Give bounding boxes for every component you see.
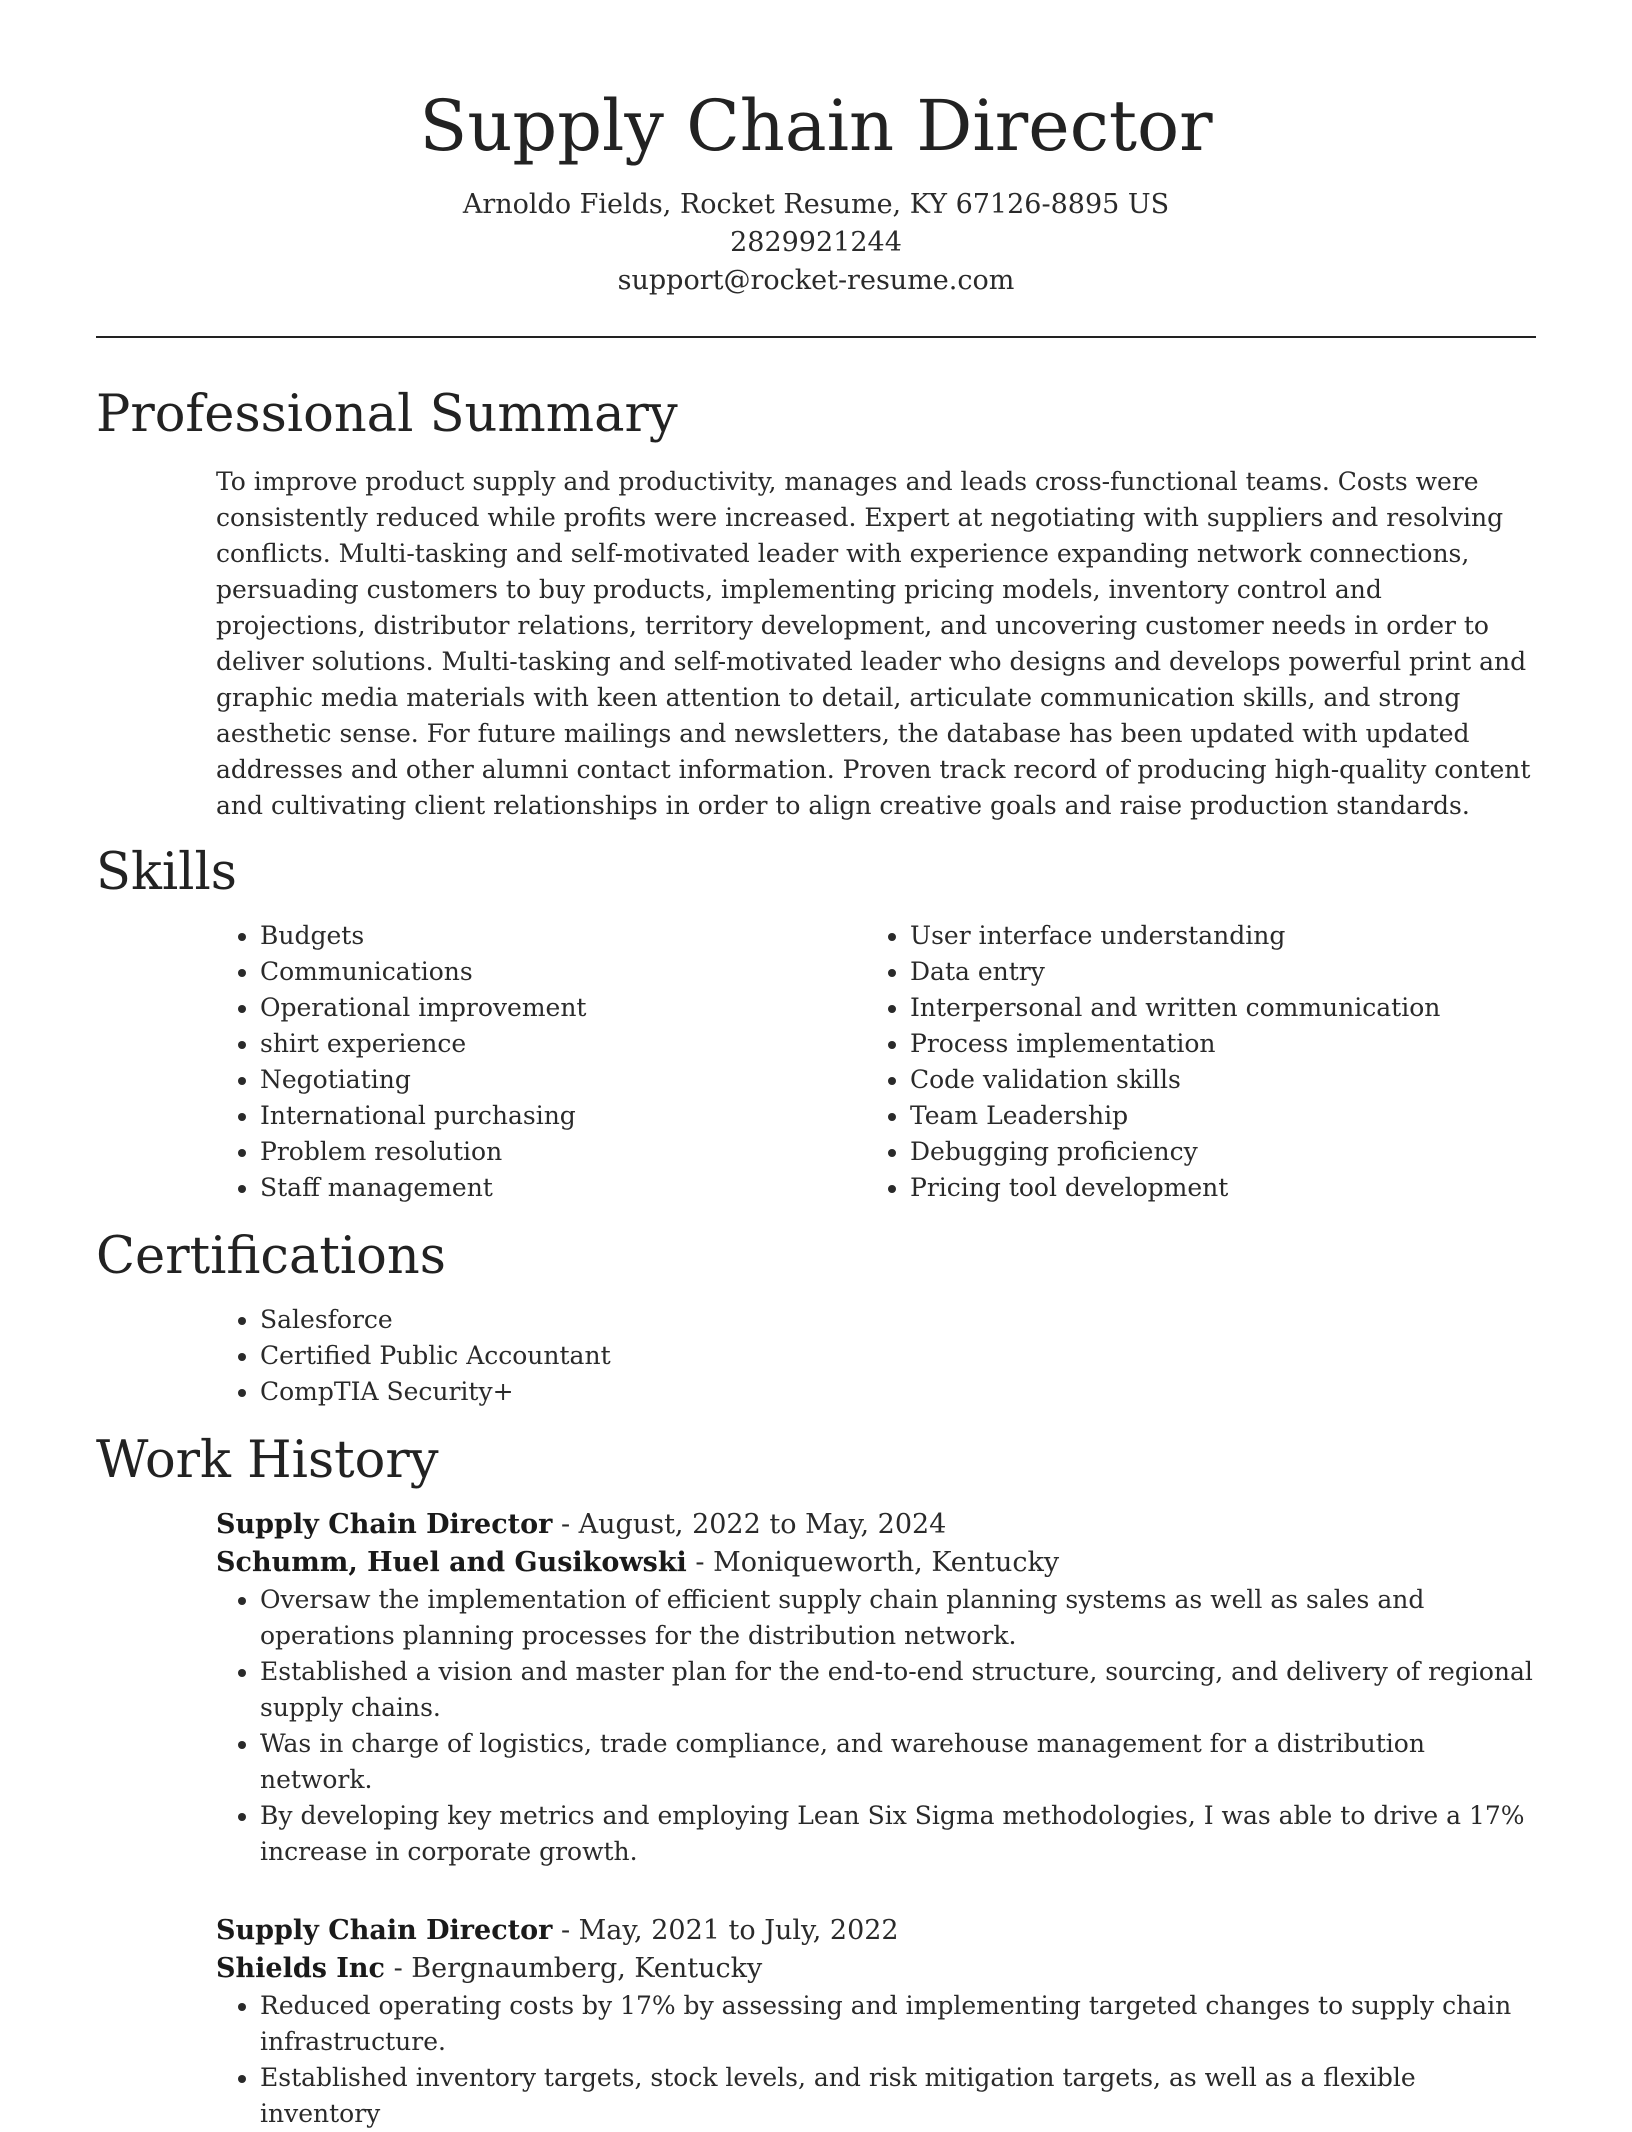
summary-text: To improve product supply and productivity, manages and leads cross-functional teams. Costs were consistently reduced while profits were increased. Expert at negotiating with suppliers and resolving conflicts. Multi-tasking and self-motivated leader with experience expanding network connections, persuading customers to buy products, implementing pricing models, inventory control and projections, distributor relations, territory development, and uncovering customer needs in order to deliver solutions. Multi-tasking and self-motivated leader who designs and develops powerful print and graphic media materials with keen attention to detail, articulate communication skills, and strong aesthetic sense. For future mailings and newsletters, the database has been updated with updated addresses and other alumni contact information. Proven track record of producing high-quality content and cultivating client relationships in order to align creative goals and raise production standards. bbox=[216, 467, 1531, 820]
skill-item: • Staff management bbox=[260, 1170, 866, 1206]
job-bullet: • By developing key metrics and employing Lean Six Sigma methodologies, I was able to drive a 17% increase in corporate growth. bbox=[260, 1798, 1536, 1870]
certification-item: • CompTIA Security+ bbox=[260, 1374, 1536, 1410]
work-history-section bbox=[96, 1430, 1536, 2132]
contact-address: Arnoldo Fields, Rocket Resume, KY 67126-8895 US bbox=[462, 189, 1170, 220]
resume-header bbox=[96, 0, 1536, 300]
summary-section bbox=[96, 384, 1536, 824]
skill-item: • Process implementation bbox=[910, 1026, 1516, 1062]
skill-item: • Data entry bbox=[910, 954, 1516, 990]
skill-item: • Problem resolution bbox=[260, 1134, 866, 1170]
job-bullet: • Was in charge of logistics, trade compliance, and warehouse management for a distribution network. bbox=[260, 1726, 1536, 1798]
certifications-list bbox=[216, 1302, 1536, 1410]
skill-item: • Code validation skills bbox=[910, 1062, 1516, 1098]
job-company: Shields Inc bbox=[216, 1953, 386, 1984]
skill-item: • Interpersonal and written communication bbox=[910, 990, 1516, 1026]
job-bullet: • Reduced operating costs by 17% by assessing and implementing targeted changes to supply chain infrastructure. bbox=[260, 1988, 1536, 2060]
job-title: Supply Chain Director bbox=[216, 1509, 553, 1540]
skill-item: • Negotiating bbox=[260, 1062, 866, 1098]
certifications-section bbox=[96, 1226, 1536, 1410]
job-entry bbox=[216, 1506, 1536, 1870]
job-responsibilities bbox=[216, 1988, 1536, 2132]
certifications-heading: Certifications bbox=[96, 1227, 446, 1286]
skill-item: • Operational improvement bbox=[260, 990, 866, 1026]
skill-item: • User interface understanding bbox=[910, 918, 1516, 954]
job-location: - Bergnaumberg, Kentucky bbox=[385, 1953, 763, 1984]
header-divider bbox=[96, 336, 1536, 338]
skills-list-right bbox=[866, 918, 1516, 1206]
job-entry bbox=[216, 1912, 1536, 2132]
job-company-line bbox=[216, 1544, 1536, 1582]
skill-item: • Team Leadership bbox=[910, 1098, 1516, 1134]
job-bullet: • Established a vision and master plan for the end-to-end structure, sourcing, and delivery of regional supply chains. bbox=[260, 1654, 1536, 1726]
job-title-line bbox=[216, 1506, 1536, 1544]
certification-item: • Salesforce bbox=[260, 1302, 1536, 1338]
skills-column-right bbox=[866, 918, 1516, 1206]
job-location: - Moniqueworth, Kentucky bbox=[686, 1547, 1060, 1578]
job-dates: - May, 2021 to July, 2022 bbox=[552, 1915, 899, 1946]
job-bullet: • Established inventory targets, stock levels, and risk mitigation targets, as well as a flexible inventory bbox=[260, 2060, 1536, 2132]
skills-section bbox=[96, 842, 1536, 1206]
skills-grid bbox=[216, 918, 1536, 1206]
work-history-heading: Work History bbox=[96, 1431, 439, 1490]
job-company: Schumm, Huel and Gusikowski bbox=[216, 1547, 687, 1578]
job-title: Supply Chain Director bbox=[216, 1915, 553, 1946]
skill-item: • Debugging proficiency bbox=[910, 1134, 1516, 1170]
contact-email: support@rocket-resume.com bbox=[617, 265, 1015, 296]
skills-list-left bbox=[216, 918, 866, 1206]
skill-item: • Pricing tool development bbox=[910, 1170, 1516, 1206]
summary-heading: Professional Summary bbox=[96, 385, 678, 444]
skills-column-left bbox=[216, 918, 866, 1206]
skill-item: • Budgets bbox=[260, 918, 866, 954]
contact-phone: 2829921244 bbox=[730, 227, 902, 258]
skill-item: • shirt experience bbox=[260, 1026, 866, 1062]
job-dates: - August, 2022 to May, 2024 bbox=[552, 1509, 947, 1540]
skill-item: • International purchasing bbox=[260, 1098, 866, 1134]
resume-title: Supply Chain Director bbox=[419, 85, 1213, 167]
job-title-line bbox=[216, 1912, 1536, 1950]
certification-item: • Certified Public Accountant bbox=[260, 1338, 1536, 1374]
job-responsibilities bbox=[216, 1582, 1536, 1870]
skill-item: • Communications bbox=[260, 954, 866, 990]
job-company-line bbox=[216, 1950, 1536, 1988]
job-bullet: • Oversaw the implementation of efficient supply chain planning systems as well as sales and operations planning processes for the distribution network. bbox=[260, 1582, 1536, 1654]
skills-heading: Skills bbox=[96, 843, 237, 902]
certifications-list-wrap bbox=[216, 1302, 1536, 1410]
